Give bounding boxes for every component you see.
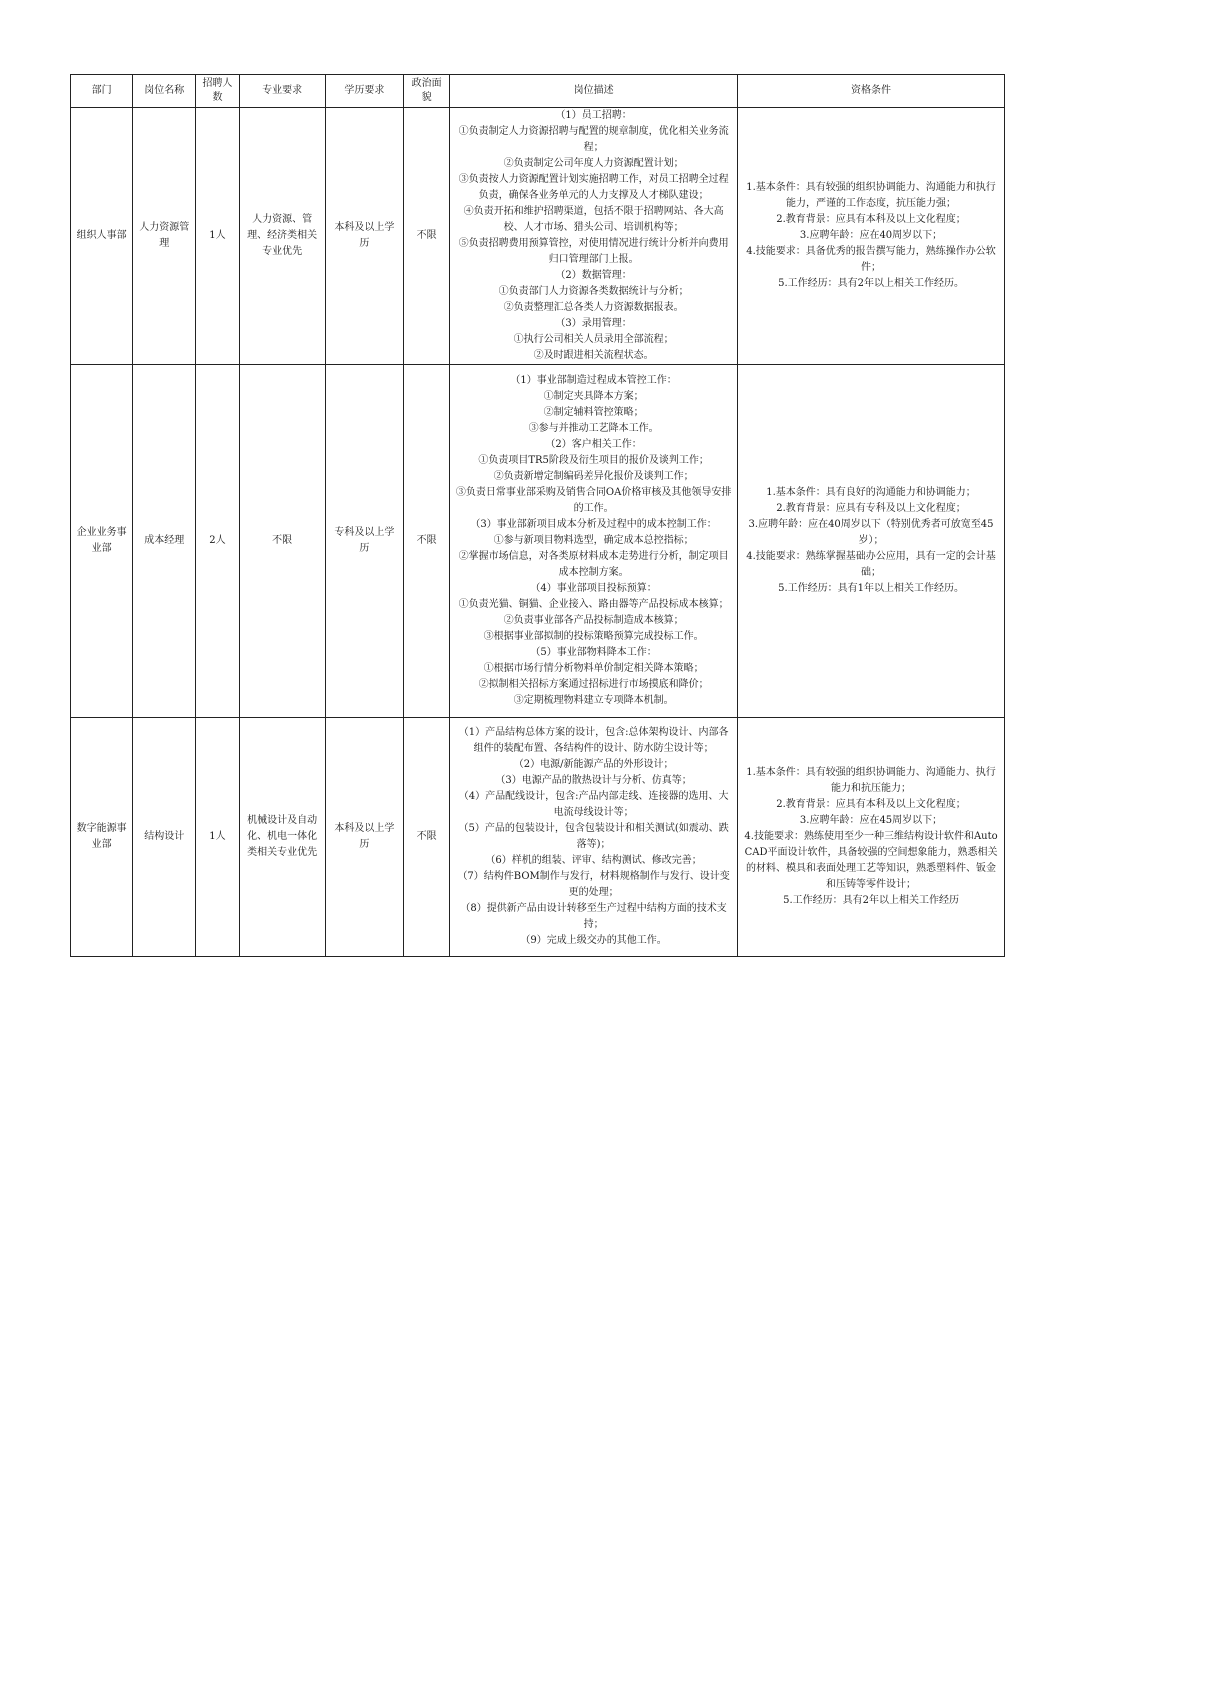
description-line: （2）数据管理： — [555, 270, 632, 281]
description-line: ③参与并推动工艺降本工作。 — [528, 423, 659, 434]
position-cell: 成本经理 — [133, 365, 196, 718]
description-line: （3）事业部新项目成本分析及过程中的成本控制工作： — [470, 519, 717, 530]
qualification-line: 1.基本条件：具有较强的组织协调能力、沟通能力和执行能力，严谨的工作态度，抗压能力强； — [746, 182, 996, 209]
description-cell — [450, 365, 738, 718]
description-line: ②制定辅料管控策略； — [543, 407, 644, 418]
department-cell: 数字能源事业部 — [71, 718, 133, 957]
political-cell: 不限 — [404, 365, 450, 718]
header-major: 专业要求 — [239, 75, 325, 108]
major-cell: 不限 — [239, 365, 325, 718]
qualification-line: 3.应聘年龄：应在40周岁以下； — [799, 230, 943, 241]
recruitment-table — [70, 74, 1005, 957]
qualification-line: 1.基本条件：具有良好的沟通能力和协调能力； — [766, 487, 976, 498]
description-line: ①根据市场行情分析物料单价制定相关降本策略； — [483, 663, 704, 674]
department-cell: 企业业务事业部 — [71, 365, 133, 718]
description-line: （2）电源/新能源产品的外形设计； — [513, 759, 674, 770]
table-row — [71, 108, 1005, 365]
description-line: （2）客户相关工作： — [545, 439, 642, 450]
description-line: （8）提供新产品由设计转移至生产过程中结构方面的技术支持； — [460, 903, 727, 930]
description-line: （1）产品结构总体方案的设计，包含:总体架构设计、内部各组件的装配布置、各结构件的设计、防水防尘设计等； — [458, 727, 729, 754]
description-line: ①负责制定人力资源招聘与配置的规章制度，优化相关业务流程； — [458, 126, 729, 153]
header-political: 政治面貌 — [404, 75, 450, 108]
header-count: 招聘人数 — [196, 75, 239, 108]
header-description: 岗位描述 — [450, 75, 738, 108]
header-position: 岗位名称 — [133, 75, 196, 108]
description-line: ⑤负责招聘费用预算管控，对使用情况进行统计分析并向费用归口管理部门上报。 — [458, 238, 729, 265]
education-cell: 本科及以上学历 — [325, 108, 403, 365]
qualification-line: 1.基本条件：具有较强的组织协调能力、沟通能力、执行能力和抗压能力； — [746, 767, 996, 794]
description-line: （1）事业部制造过程成本管控工作： — [510, 375, 677, 386]
qualification-line: 2.教育背景：应具有专科及以上文化程度； — [776, 503, 966, 514]
count-cell: 1人 — [196, 718, 239, 957]
description-line: ③根据事业部拟制的投标策略预算完成投标工作。 — [483, 631, 704, 642]
description-line: ①负责部门人力资源各类数据统计与分析； — [498, 286, 689, 297]
description-line: （3）录用管理： — [555, 318, 632, 329]
qualification-line: 3.应聘年龄：应在40周岁以下（特别优秀者可放宽至45岁）； — [748, 519, 994, 546]
qualifications-cell — [738, 365, 1005, 718]
major-cell: 人力资源、管理、经济类相关专业优先 — [239, 108, 325, 365]
description-cell — [450, 108, 738, 365]
description-line: ②负责新增定制编码差异化报价及谈判工作； — [493, 471, 694, 482]
description-line: ①负责项目TR5阶段及衍生项目的报价及谈判工作； — [478, 455, 709, 466]
qualification-line: 2.教育背景：应具有本科及以上文化程度； — [776, 214, 966, 225]
description-line: （4）产品配线设计，包含:产品内部走线、连接器的选用、大电流母线设计等； — [458, 791, 729, 818]
header-qualifications: 资格条件 — [738, 75, 1005, 108]
qualifications-cell — [738, 108, 1005, 365]
description-line: ②掌握市场信息，对各类原材料成本走势进行分析，制定项目成本控制方案。 — [458, 551, 729, 578]
qualification-line: 2.教育背景：应具有本科及以上文化程度； — [776, 799, 966, 810]
header-department: 部门 — [71, 75, 133, 108]
political-cell: 不限 — [404, 108, 450, 365]
description-line: ③负责日常事业部采购及销售合同OA价格审核及其他领导安排的工作。 — [455, 487, 732, 514]
description-line: ③定期梳理物料建立专项降本机制。 — [513, 695, 674, 706]
qualification-line: 5.工作经历：具有2年以上相关工作经历 — [783, 895, 959, 906]
header-row — [71, 75, 1005, 108]
description-line: ②负责制定公司年度人力资源配置计划； — [503, 158, 684, 169]
description-line: ①参与新项目物料选型，确定成本总控指标； — [493, 535, 694, 546]
count-cell: 2人 — [196, 365, 239, 718]
description-line: ②负责事业部各产品投标制造成本核算； — [503, 615, 684, 626]
major-cell: 机械设计及自动化、机电一体化类相关专业优先 — [239, 718, 325, 957]
qualification-line: 4.技能要求：具备优秀的报告撰写能力，熟练操作办公软件； — [746, 246, 996, 273]
political-cell: 不限 — [404, 718, 450, 957]
description-line: ②及时跟进相关流程状态。 — [533, 350, 654, 361]
qualification-line: 5.工作经历：具有1年以上相关工作经历。 — [778, 583, 964, 594]
description-line: （9）完成上级交办的其他工作。 — [520, 935, 667, 946]
qualifications-cell — [738, 718, 1005, 957]
table-row — [71, 718, 1005, 957]
description-line: （5）事业部物料降本工作： — [530, 647, 657, 658]
position-cell: 结构设计 — [133, 718, 196, 957]
qualification-line: 3.应聘年龄：应在45周岁以下； — [799, 815, 943, 826]
description-line: ④负责开拓和维护招聘渠道，包括不限于招聘网站、各大高校、人才市场、猎头公司、培训机构等； — [463, 206, 724, 233]
description-cell — [450, 718, 738, 957]
department-cell: 组织人事部 — [71, 108, 133, 365]
description-line: ③负责按人力资源配置计划实施招聘工作，对员工招聘全过程负责，确保各业务单元的人力支撑及人才梯队建设； — [458, 174, 729, 201]
description-line: （5）产品的包装设计，包含包装设计和相关测试(如震动、跌落等)； — [458, 823, 729, 850]
position-cell: 人力资源管理 — [133, 108, 196, 365]
qualification-line: 4.技能要求：熟练使用至少一种三维结构设计软件和AutoCAD平面设计软件，具备较强的空间想象能力，熟悉相关的材料、模具和表面处理工艺等知识，熟悉塑料件、钣金和压铸等零件设计； — [744, 831, 998, 890]
education-cell: 本科及以上学历 — [325, 718, 403, 957]
header-education: 学历要求 — [325, 75, 403, 108]
table-row — [71, 365, 1005, 718]
count-cell: 1人 — [196, 108, 239, 365]
description-line: （4）事业部项目投标预算： — [530, 583, 657, 594]
description-line: ②负责整理汇总各类人力资源数据报表。 — [503, 302, 684, 313]
qualification-line: 4.技能要求：熟练掌握基础办公应用，具有一定的会计基础； — [746, 551, 996, 578]
description-line: （6）样机的组装、评审、结构测试、修改完善； — [485, 855, 702, 866]
description-line: ①负责光猫、铜猫、企业接入、路由器等产品投标成本核算； — [458, 599, 729, 610]
description-line: （1）员工招聘： — [555, 110, 632, 121]
description-line: ①制定夹具降本方案； — [543, 391, 644, 402]
description-line: ①执行公司相关人员录用全部流程； — [513, 334, 674, 345]
description-line: ②拟制相关招标方案通过招标进行市场摸底和降价； — [478, 679, 709, 690]
description-line: （7）结构件BOM制作与发行，材料规格制作与发行、设计变更的处理； — [457, 871, 730, 898]
qualification-line: 5.工作经历：具有2年以上相关工作经历。 — [778, 278, 964, 289]
education-cell: 专科及以上学历 — [325, 365, 403, 718]
description-line: （3）电源产品的散热设计与分析、仿真等； — [495, 775, 692, 786]
